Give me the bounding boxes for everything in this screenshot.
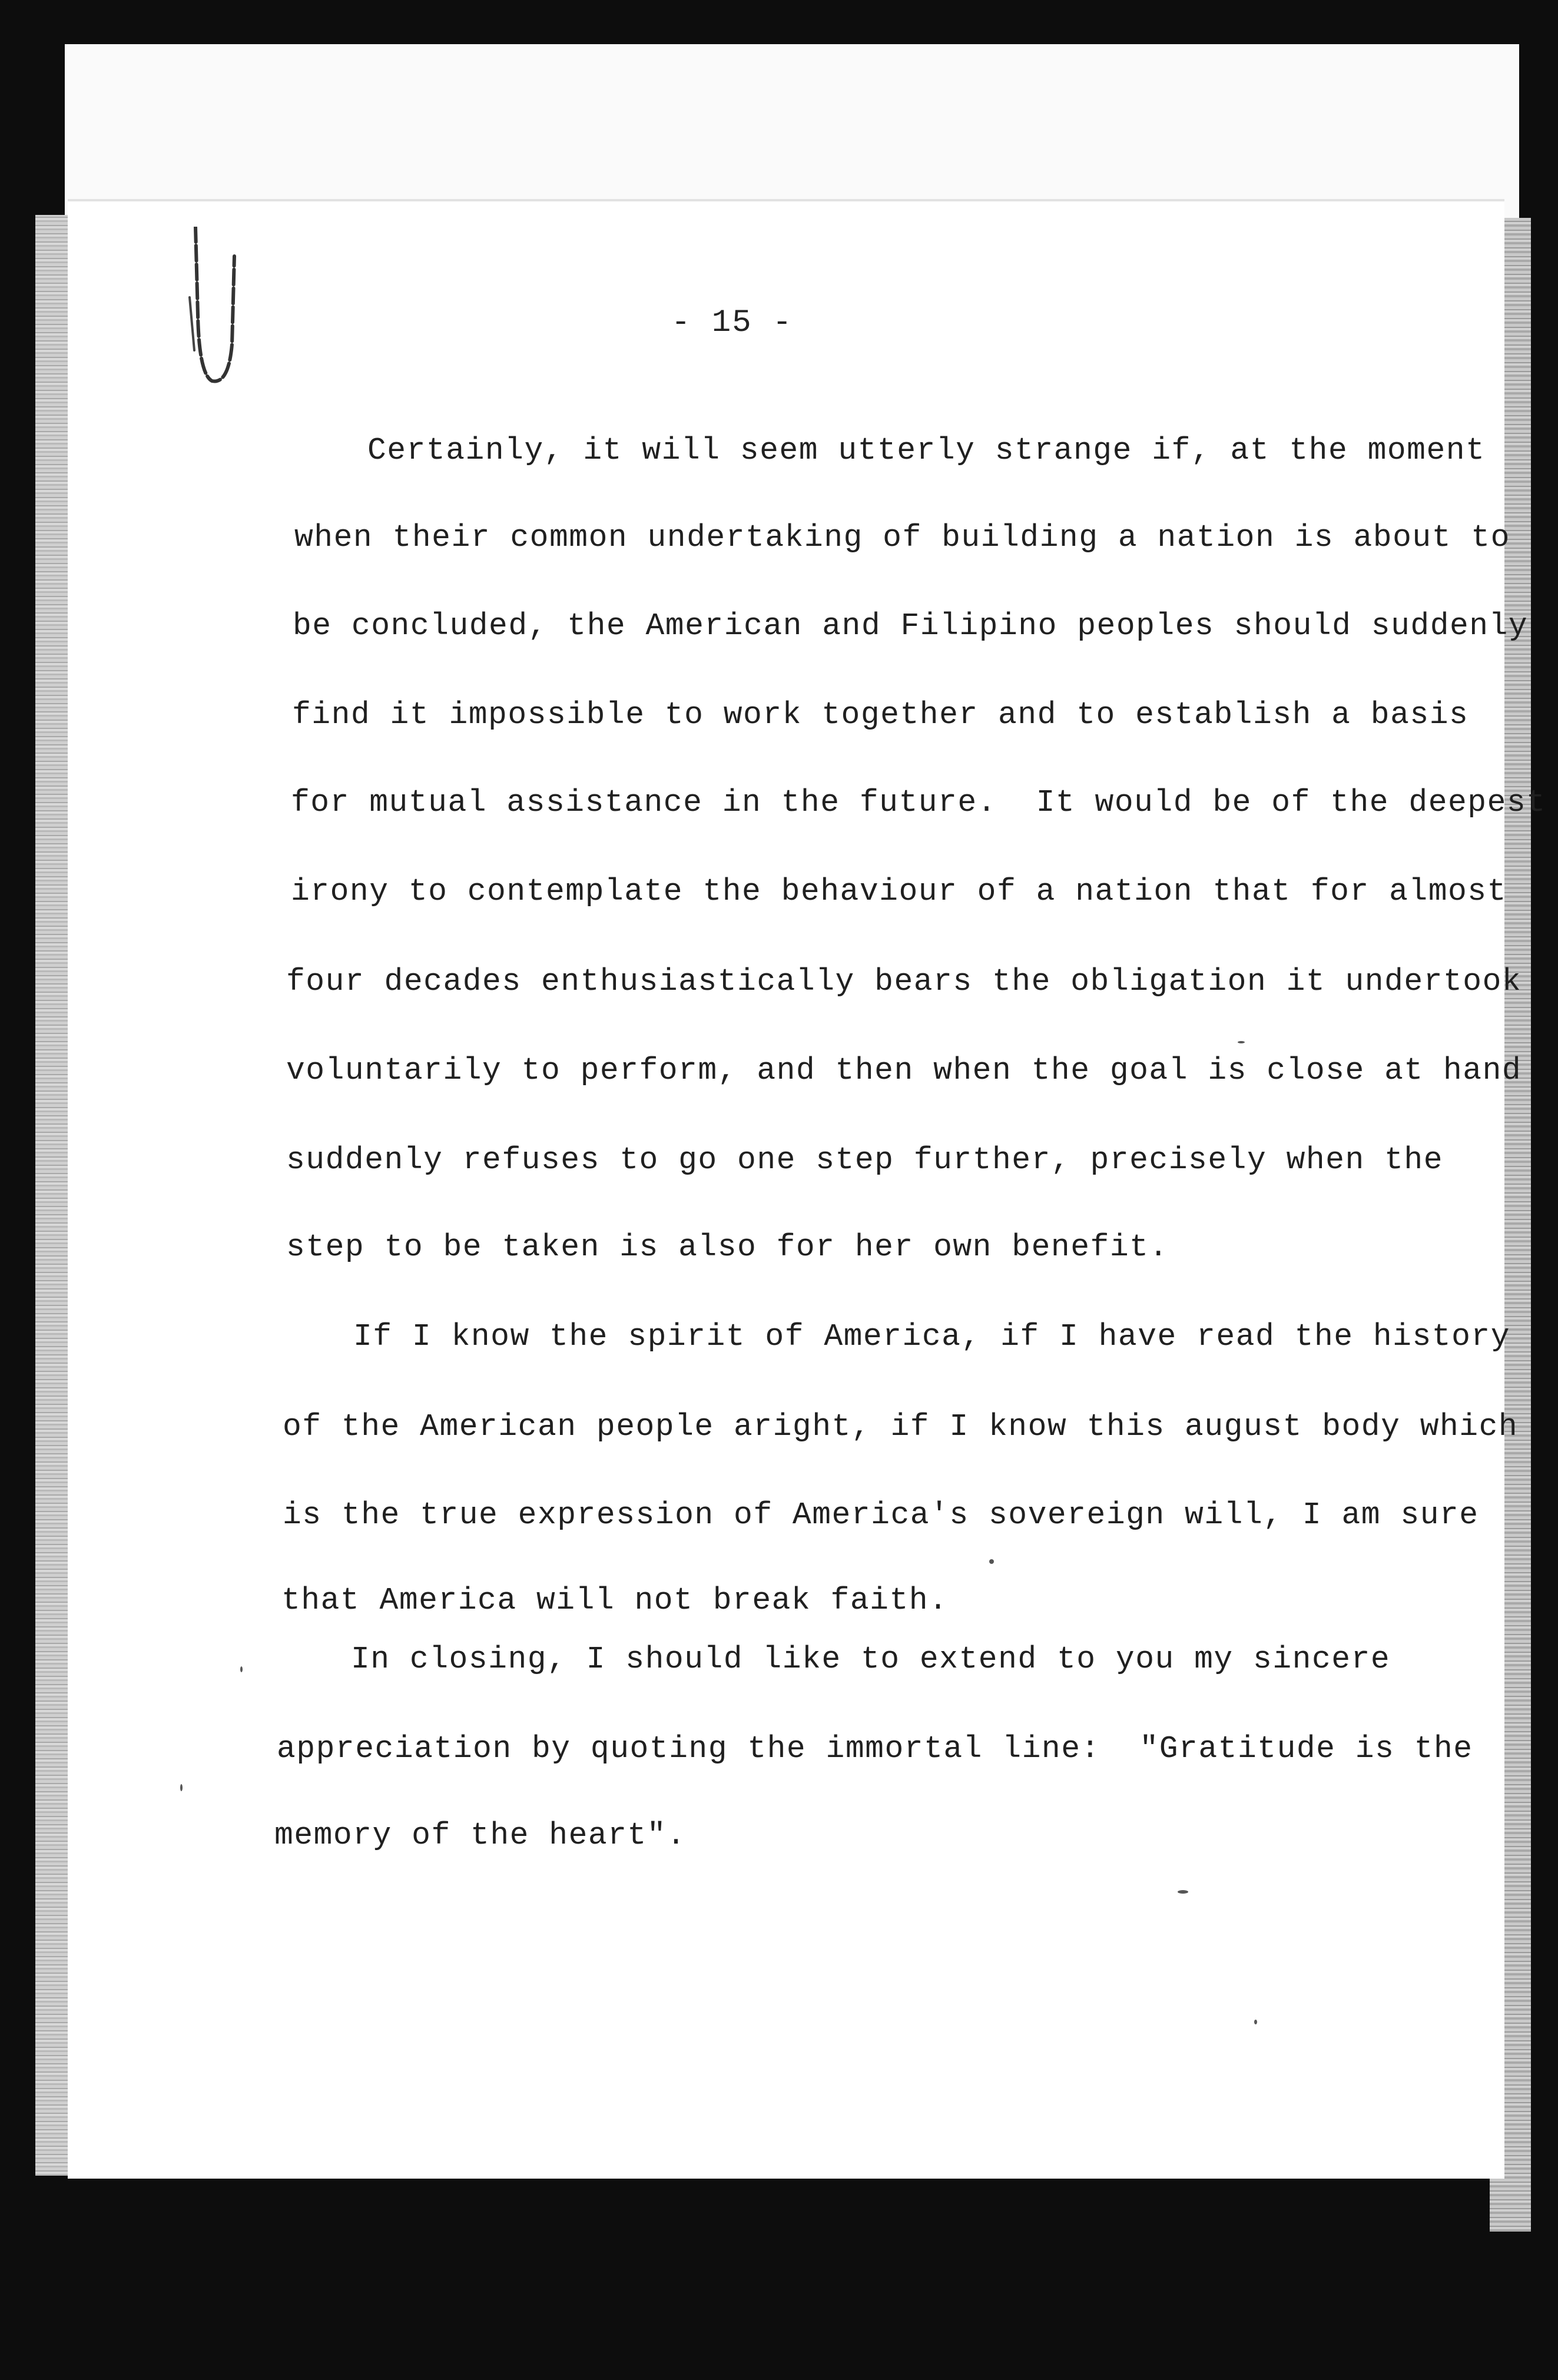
text-line: find it impossible to work together and to establish a basis — [292, 697, 1469, 732]
text-line: that America will not break faith. — [281, 1583, 949, 1618]
scan-speck — [989, 1559, 994, 1564]
scan-speck — [180, 1784, 183, 1791]
text-line: memory of the heart". — [274, 1818, 687, 1853]
document-page — [68, 200, 1504, 2179]
text-line: irony to contemplate the behaviour of a nation that for almost — [291, 874, 1507, 909]
text-line: four decades enthusiastically bears the obligation it undertook — [286, 964, 1522, 999]
text-line: suddenly refuses to go one step further, precisely when the — [286, 1142, 1444, 1178]
text-line: If I know the spirit of America, if I have read the history — [353, 1319, 1511, 1354]
page-number: - 15 - — [671, 305, 793, 341]
text-line: step to be taken is also for her own benefit. — [286, 1229, 1169, 1265]
text-line: for mutual assistance in the future. It would be of the deepest — [291, 785, 1546, 820]
scan-speck — [1254, 2020, 1257, 2024]
text-line: In closing, I should like to extend to you my sincere — [351, 1642, 1391, 1677]
scan-speck — [1178, 1890, 1188, 1894]
scan-speck — [240, 1666, 243, 1672]
text-line: when their common undertaking of building a nation is about to — [294, 520, 1510, 555]
page-fold-line — [68, 199, 1504, 201]
text-line: appreciation by quoting the immortal line: "Gratitude is the — [277, 1731, 1473, 1766]
text-line: is the true expression of America's sovereign will, I am sure — [283, 1497, 1479, 1533]
text-line: of the American people aright, if I know this august body which — [283, 1409, 1519, 1444]
back-sheet — [65, 44, 1519, 221]
text-line: be concluded, the American and Filipino peoples should suddenly — [293, 608, 1529, 644]
handwritten-initial-icon — [177, 227, 247, 386]
scan-speck — [1238, 1041, 1245, 1043]
text-line: voluntarily to perform, and then when the goal is close at hand — [286, 1053, 1522, 1088]
text-line: Certainly, it will seem utterly strange if, at the moment — [367, 433, 1486, 468]
